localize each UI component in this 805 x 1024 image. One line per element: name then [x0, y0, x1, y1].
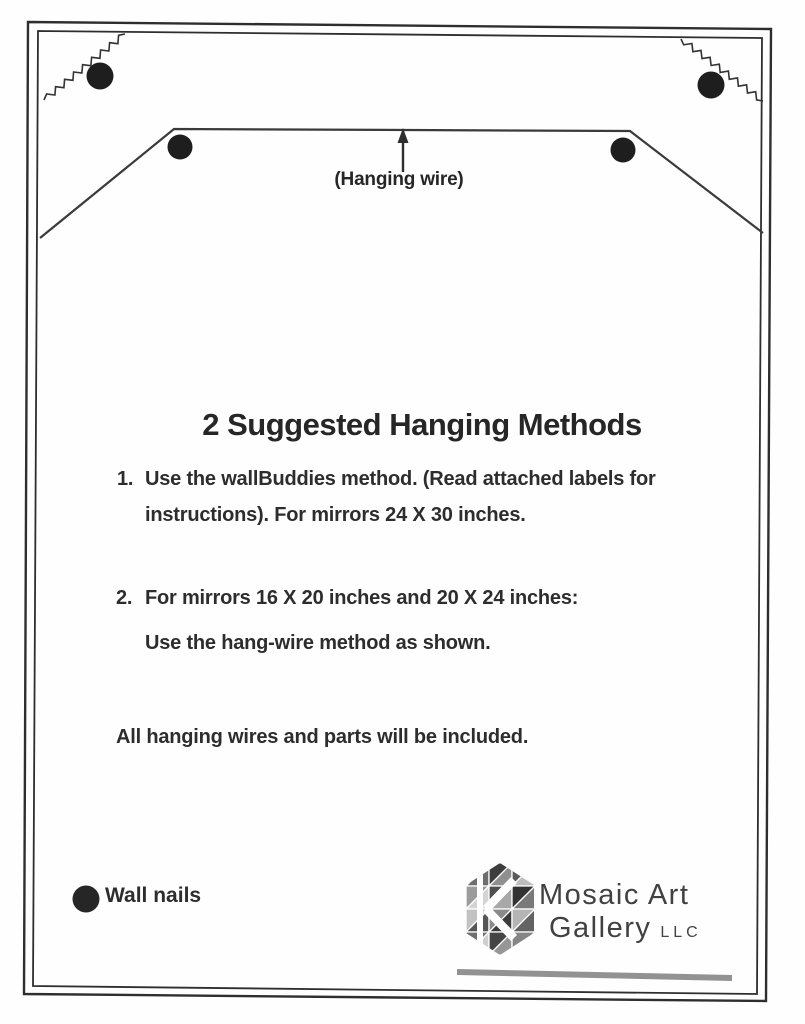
page-title: 2 Suggested Hanging Methods: [202, 407, 642, 442]
logo-divider-line: [457, 972, 732, 978]
list-item-2-line-1: For mirrors 16 X 20 inches and 20 X 24 inches:: [145, 587, 579, 609]
list-item-1-number: 1.: [117, 468, 134, 490]
wall-nail-dots: [87, 63, 725, 163]
mosaic-logo-icon: [466, 863, 535, 955]
list-item-1-line-1: Use the wallBuddies method. (Read attached labels for: [145, 468, 656, 490]
logo-text-line-2: [549, 912, 702, 945]
list-item-1-line-2: instructions). For mirrors 24 X 30 inches.: [145, 504, 526, 526]
logo-llc-text: LLC: [660, 924, 702, 941]
list-item-2-number: 2.: [116, 587, 133, 609]
corner-zigzag-lines: [44, 34, 763, 101]
logo-text-line-1: Mosaic Art: [539, 879, 690, 911]
legend-nail-dot: [73, 886, 100, 913]
hanging-wire-label: (Hanging wire): [334, 169, 464, 190]
list-item-2-line-2: Use the hang-wire method as shown.: [145, 632, 491, 654]
included-parts-note: All hanging wires and parts will be included.: [116, 726, 529, 748]
logo-gallery-text: Gallery: [549, 912, 652, 944]
wall-nails-legend-label: Wall nails: [105, 884, 202, 907]
wire-pointer-arrow: [398, 128, 409, 172]
